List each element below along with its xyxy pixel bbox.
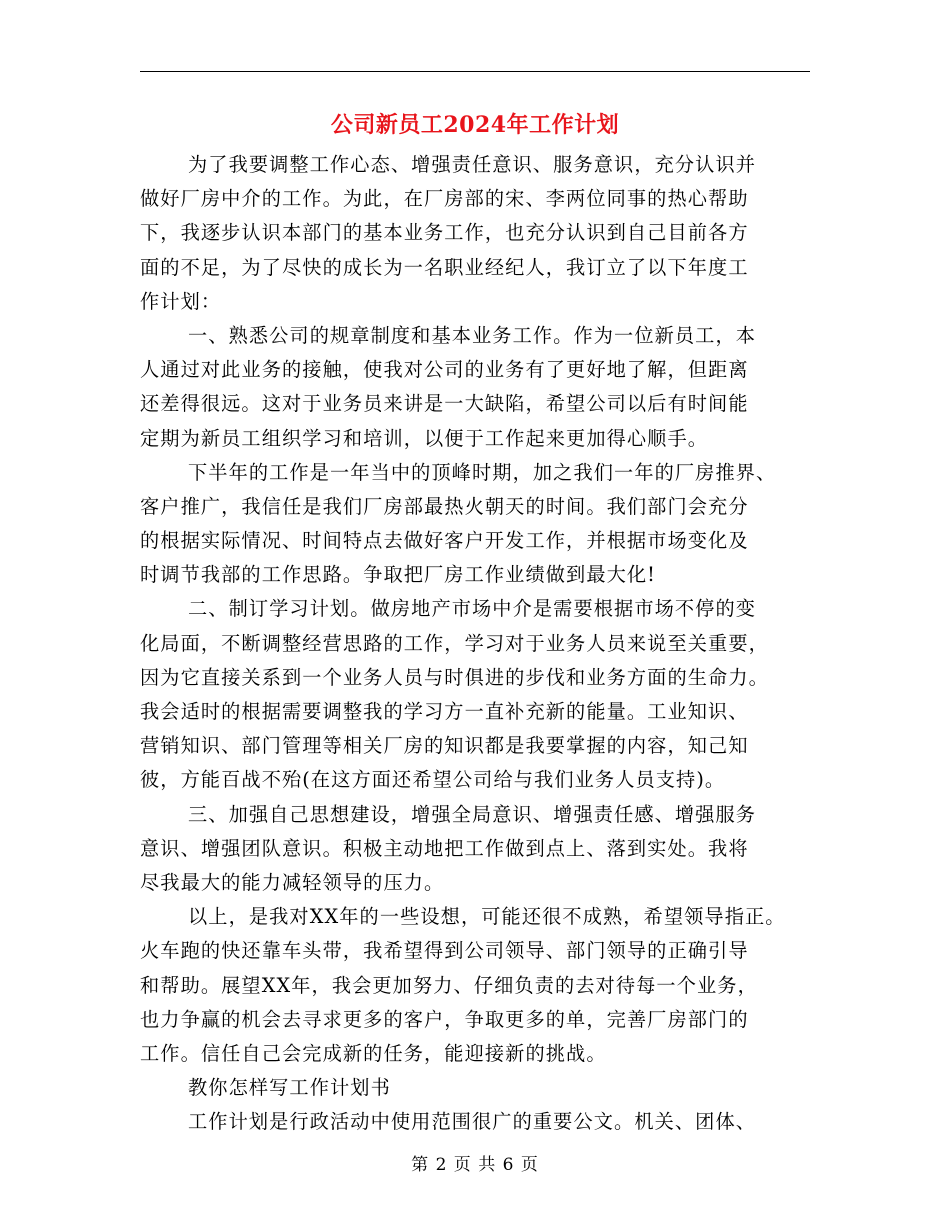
text-line: 工作计划是行政活动中使用范围很广的重要公文。机关、团体、 [188,1110,757,1134]
text-line: 化局面，不断调整经营思路的工作，学习对于业务人员来说至关重要， [140,631,769,655]
text-line: 为了我要调整工作心态、增强责任意识、服务意识，充分认识并 [188,153,757,176]
text-line: 工作。信任自己会完成新的任务，能迎接新的挑战。 [140,1041,607,1065]
text-line: 面的不足，为了尽快的成长为一名职业经纪人，我订立了以下年度工 [140,255,749,279]
text-line: 彼，方能百战不殆(在这方面还希望公司给与我们业务人员支持)。 [140,768,726,792]
text-line: 营销知识、部门管理等相关厂房的知识都是我要掌握的内容，知己知 [140,734,749,758]
text-line: 以上，是我对XX年的一些设想，可能还很不成熟，希望领导指正。 [188,905,786,929]
text-line: 教你怎样写工作计划书 [188,1076,391,1100]
text-line: 尽我最大的能力减轻领导的压力。 [140,870,445,894]
text-line: 意识、增强团队意识。积极主动地把工作做到点上、落到实处。我将 [140,836,749,860]
text-line: 还差得很远。这对于业务员来讲是一大缺陷，希望公司以后有时间能 [140,392,749,416]
text-line: 做好厂房中介的工作。为此，在厂房部的宋、李两位同事的热心帮助 [140,187,749,211]
header-rule [140,71,810,72]
text-line: 定期为新员工组织学习和培训，以便于工作起来更加得心顺手。 [140,426,709,450]
text-line: 人通过对此业务的接触，使我对公司的业务有了更好地了解，但距离 [140,358,749,382]
text-line: 下半年的工作是一年当中的顶峰时期，加之我们一年的厂房推界、 [188,460,777,484]
text-line: 客户推广，我信任是我们厂房部最热火朝天的时间。我们部门会充分 [140,494,749,518]
page-footer: 第 2 页 共 6 页 [411,1155,539,1175]
text-line: 和帮助。展望XX年，我会更加努力、仔细负责的去对待每一个业务， [140,973,758,997]
text-line: 火车跑的快还靠车头带，我希望得到公司领导、部门领导的正确引导 [140,939,749,963]
document-title: 公司新员工2024年工作计划 [330,112,620,138]
text-line: 我会适时的根据需要调整我的学习方一直补充新的能量。工业知识、 [140,700,749,723]
text-line: 也力争赢的机会去寻求更多的客户，争取更多的单，完善厂房部门的 [140,1007,749,1031]
document-body [140,148,820,1139]
text-line: 作计划： [140,289,222,313]
text-line: 二、制订学习计划。做房地产市场中介是需要根据市场不停的变 [188,597,757,621]
text-line: 一、熟悉公司的规章制度和基本业务工作。作为一位新员工，本 [188,323,757,347]
text-line: 的根据实际情况、时间特点去做好客户开发工作，并根据市场变化及 [140,529,749,553]
text-line: 因为它直接关系到一个业务人员与时俱进的步伐和业务方面的生命力。 [140,665,769,689]
text-line: 三、加强自己思想建设，增强全局意识、增强责任感、增强服务 [188,802,757,826]
text-line: 下，我逐步认识本部门的基本业务工作，也充分认识到自己目前各方 [140,221,749,245]
text-line: 时调节我部的工作思路。争取把厂房工作业绩做到最大化! [140,563,656,587]
